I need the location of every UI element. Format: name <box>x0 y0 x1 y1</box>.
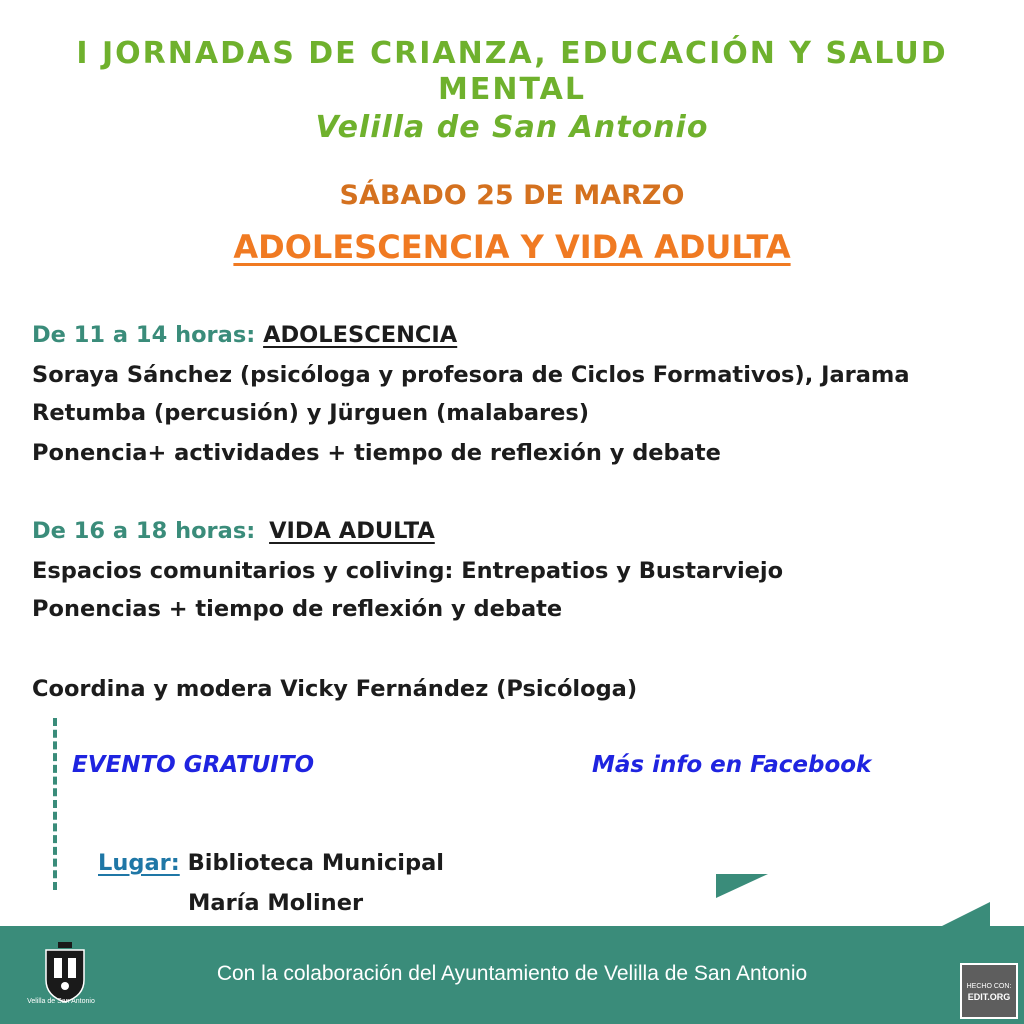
footer-collaboration-text: Con la colaboración del Ayuntamiento de Velilla de San Antonio <box>216 962 808 985</box>
free-event-label: EVENTO GRATUITO <box>72 752 315 778</box>
crest-caption: Velilla de San Antonio <box>27 998 95 1005</box>
session2-line1: Espacios comunitarios y coliving: Entrepatios y Bustarviejo <box>32 558 784 584</box>
session1-topic: ADOLESCENCIA <box>263 322 458 348</box>
session1-heading <box>32 322 457 348</box>
dashed-divider <box>53 718 57 890</box>
session1-time: De 11 a 14 horas: <box>32 322 256 348</box>
venue-line1: Biblioteca Municipal <box>187 850 445 876</box>
edit-org-badge[interactable] <box>960 963 1018 1019</box>
event-title-line1: I JORNADAS DE CRIANZA, EDUCACIÓN Y SALUD <box>76 36 948 71</box>
event-date: SÁBADO 25 DE MARZO <box>339 180 685 211</box>
moderator-line: Coordina y modera Vicky Fernández (Psicóloga) <box>32 676 638 702</box>
session2-topic: VIDA ADULTA <box>269 518 435 544</box>
more-info-facebook-link[interactable]: Más info en Facebook <box>592 752 872 778</box>
session1-line2: Retumba (percusión) y Jürguen (malabares) <box>32 400 590 426</box>
event-theme <box>0 228 1024 266</box>
badge-big-text: EDIT.ORG <box>967 992 1011 1002</box>
event-theme-text: ADOLESCENCIA Y VIDA ADULTA <box>233 228 791 266</box>
venue-row <box>98 850 444 876</box>
venue-label: Lugar: <box>98 850 180 876</box>
event-city: Velilla de San Antonio <box>315 110 709 145</box>
teal-flag-shape <box>712 872 772 900</box>
town-crest-icon <box>34 940 96 1006</box>
session2-line2: Ponencias + tiempo de reflexión y debate <box>32 596 563 622</box>
session1-line3: Ponencia+ actividades + tiempo de reflexión y debate <box>32 440 721 466</box>
session2-time: De 16 a 18 horas: <box>32 518 256 544</box>
session2-heading <box>32 518 435 544</box>
session1-line1: Soraya Sánchez (psicóloga y profesora de Ciclos Formativos), Jarama <box>32 362 910 388</box>
venue-line2: María Moliner <box>188 890 364 916</box>
footer-notch-shape <box>938 900 994 928</box>
badge-small-text: HECHO CON: <box>966 983 1012 990</box>
event-title-line2: MENTAL <box>438 72 586 107</box>
